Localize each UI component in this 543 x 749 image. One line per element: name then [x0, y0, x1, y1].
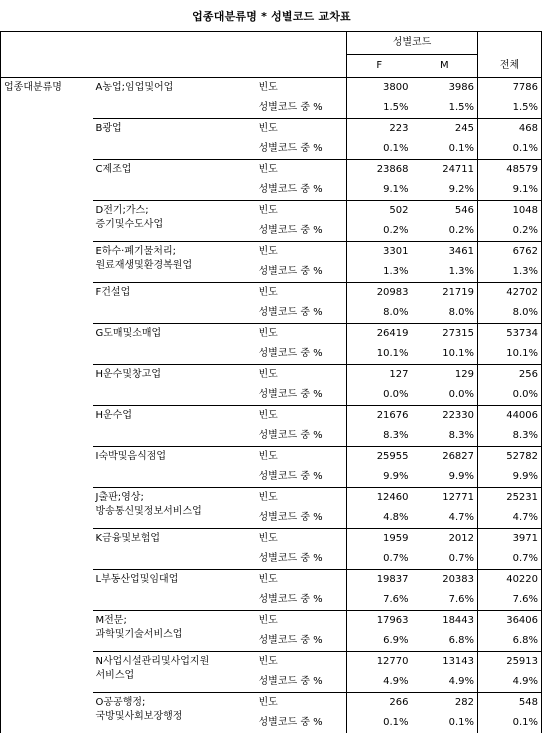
cell-total-count: 44006: [478, 406, 542, 427]
cell-total-count: 1048: [478, 201, 542, 222]
cell-m-count: 2012: [412, 529, 478, 550]
cell-f-count: 502: [347, 201, 412, 222]
cell-total-pct: 0.1%: [478, 139, 542, 160]
cell-f-pct: 1.5%: [347, 98, 412, 119]
cell-m-pct: 0.1%: [448, 143, 475, 154]
cell-m-count: 27315: [412, 324, 478, 345]
stat-label-pct: 성별코드 중 %: [258, 266, 323, 277]
cell-m-pct: 1.3%: [448, 266, 475, 277]
category-label: A농업;임업및어업: [93, 78, 256, 119]
cell-m-pct: 7.6%: [448, 594, 475, 605]
table-row: [1, 78, 542, 99]
stat-label-freq: 빈도: [256, 570, 347, 591]
stat-label-freq: 빈도: [256, 365, 347, 386]
header-col-f: F: [347, 55, 412, 78]
cell-f-pct: 8.0%: [347, 303, 412, 324]
cell-f-count: 1959: [347, 529, 412, 550]
cell-total-count: 25231: [478, 488, 542, 509]
cell-m-pct: 9.2%: [448, 184, 475, 195]
header-blank-stat-2: [256, 55, 347, 78]
stat-label-pct: 성별코드 중 %: [258, 143, 323, 154]
stat-label-freq: 빈도: [256, 488, 347, 509]
cell-m-count: 3986: [412, 78, 478, 99]
cell-f-count: 26419: [347, 324, 412, 345]
cell-total-count: 36406: [478, 611, 542, 632]
stat-label-freq: 빈도: [256, 324, 347, 345]
cell-total-pct: 0.1%: [478, 713, 542, 733]
cell-total-pct: 9.1%: [478, 180, 542, 201]
cell-total-pct: 0.7%: [478, 549, 542, 570]
cell-m-pct: 0.7%: [448, 553, 475, 564]
cell-m-count: 546: [412, 201, 478, 222]
cell-f-pct: 7.6%: [347, 590, 412, 611]
cell-m-pct: 1.5%: [448, 102, 475, 113]
category-label: B광업: [93, 119, 256, 160]
cell-f-pct: 9.1%: [347, 180, 412, 201]
category-label: E하수·폐기물처리; 원료재생및환경복원업: [93, 242, 256, 283]
cell-total-pct: 4.9%: [478, 672, 542, 693]
cell-m-pct: 4.7%: [448, 512, 475, 523]
cell-m-count: 22330: [412, 406, 478, 427]
cell-m-count: 13143: [412, 652, 478, 673]
category-label: D전기;가스; 증기및수도사업: [93, 201, 256, 242]
category-label: C제조업: [93, 160, 256, 201]
stat-label-freq: 빈도: [256, 78, 347, 99]
cell-f-pct: 0.7%: [347, 549, 412, 570]
cell-m-count: 21719: [412, 283, 478, 304]
stat-label-pct: 성별코드 중 %: [258, 389, 323, 400]
cell-m-count: 282: [412, 693, 478, 714]
cell-f-pct: 0.0%: [347, 385, 412, 406]
cell-total-pct: 10.1%: [478, 344, 542, 365]
cell-total-count: 7786: [478, 78, 542, 99]
cell-total-pct: 6.8%: [478, 631, 542, 652]
stat-label-pct: 성별코드 중 %: [258, 184, 323, 195]
header-total-spacer: [478, 32, 542, 55]
cell-f-pct: 0.2%: [347, 221, 412, 242]
crosstab-table: [0, 31, 542, 733]
category-label: I숙박및음식점업: [93, 447, 256, 488]
cell-total-pct: 0.2%: [478, 221, 542, 242]
cell-total-count: 42702: [478, 283, 542, 304]
stat-label-pct: 성별코드 중 %: [258, 471, 323, 482]
cell-m-pct: 6.8%: [448, 635, 475, 646]
cell-f-count: 266: [347, 693, 412, 714]
cell-total-pct: 7.6%: [478, 590, 542, 611]
stat-label-freq: 빈도: [256, 283, 347, 304]
cell-total-count: 3971: [478, 529, 542, 550]
stat-label-freq: 빈도: [256, 611, 347, 632]
cell-total-pct: 9.9%: [478, 467, 542, 488]
header-row-columns: [1, 55, 542, 78]
stat-label-freq: 빈도: [256, 529, 347, 550]
cell-f-pct: 4.9%: [347, 672, 412, 693]
cell-m-pct: 0.1%: [448, 717, 475, 728]
category-label: G도매및소매업: [93, 324, 256, 365]
cell-m-count: 245: [412, 119, 478, 140]
stat-label-freq: 빈도: [256, 447, 347, 468]
stat-label-freq: 빈도: [256, 160, 347, 181]
cell-f-pct: 0.1%: [347, 139, 412, 160]
cell-m-count: 26827: [412, 447, 478, 468]
cell-total-count: 40220: [478, 570, 542, 591]
cell-total-pct: 4.7%: [478, 508, 542, 529]
stat-label-pct: 성별코드 중 %: [258, 594, 323, 605]
category-label: O공공행정; 국방및사회보장행정: [93, 693, 256, 734]
cell-m-pct: 8.0%: [448, 307, 475, 318]
stat-label-pct: 성별코드 중 %: [258, 225, 323, 236]
stat-label-pct: 성별코드 중 %: [258, 717, 323, 728]
cell-f-count: 19837: [347, 570, 412, 591]
cell-f-count: 17963: [347, 611, 412, 632]
cell-m-count: 12771: [412, 488, 478, 509]
cell-m-pct: 9.9%: [448, 471, 475, 482]
cell-total-pct: 8.0%: [478, 303, 542, 324]
category-label: J출판;영상; 방송통신및정보서비스업: [93, 488, 256, 529]
category-label: N사업시설관리및사업지원 서비스업: [93, 652, 256, 693]
cell-m-count: 129: [412, 365, 478, 386]
cell-m-count: 20383: [412, 570, 478, 591]
cell-m-count: 24711: [412, 160, 478, 181]
cell-f-pct: 1.3%: [347, 262, 412, 283]
cell-m-pct: 0.2%: [448, 225, 475, 236]
cell-f-pct: 0.1%: [347, 713, 412, 733]
cell-f-pct: 6.9%: [347, 631, 412, 652]
category-label: K금융및보험업: [93, 529, 256, 570]
stat-label-pct: 성별코드 중 %: [258, 553, 323, 564]
cell-total-count: 468: [478, 119, 542, 140]
stat-label-freq: 빈도: [256, 693, 347, 714]
cell-f-count: 20983: [347, 283, 412, 304]
cell-f-pct: 8.3%: [347, 426, 412, 447]
header-group-label: 성별코드: [347, 32, 478, 55]
stat-label-freq: 빈도: [256, 652, 347, 673]
category-label: H운수업: [93, 406, 256, 447]
cell-m-pct: 8.3%: [448, 430, 475, 441]
stat-label-freq: 빈도: [256, 119, 347, 140]
stat-label-pct: 성별코드 중 %: [258, 635, 323, 646]
header-col-m: M: [412, 55, 478, 78]
cell-total-pct: 8.3%: [478, 426, 542, 447]
stat-label-pct: 성별코드 중 %: [258, 512, 323, 523]
cell-f-count: 3301: [347, 242, 412, 263]
stat-label-pct: 성별코드 중 %: [258, 676, 323, 687]
cell-f-count: 127: [347, 365, 412, 386]
header-blank: [1, 32, 256, 55]
stat-label-pct: 성별코드 중 %: [258, 102, 323, 113]
cell-total-pct: 1.3%: [478, 262, 542, 283]
cell-total-count: 6762: [478, 242, 542, 263]
cell-f-count: 223: [347, 119, 412, 140]
header-blank-stat: [256, 32, 347, 55]
cell-f-count: 21676: [347, 406, 412, 427]
table-title: 업종대분류명 * 성별코드 교차표: [192, 10, 351, 23]
cell-total-count: 548: [478, 693, 542, 714]
stat-label-freq: 빈도: [256, 201, 347, 222]
cell-f-count: 12770: [347, 652, 412, 673]
cell-m-count: 18443: [412, 611, 478, 632]
cell-f-count: 12460: [347, 488, 412, 509]
category-label: H운수및창고업: [93, 365, 256, 406]
category-label: L부동산업및임대업: [93, 570, 256, 611]
cell-total-pct: 0.0%: [478, 385, 542, 406]
row-variable-label: 업종대분류명: [1, 78, 93, 734]
cell-f-count: 25955: [347, 447, 412, 468]
category-label: M전문; 과학및기술서비스업: [93, 611, 256, 652]
stat-label-pct: 성별코드 중 %: [258, 430, 323, 441]
header-row-group: [1, 32, 542, 55]
stat-label-pct: 성별코드 중 %: [258, 307, 323, 318]
cell-m-count: 3461: [412, 242, 478, 263]
cell-total-count: 52782: [478, 447, 542, 468]
cell-total-count: 48579: [478, 160, 542, 181]
cell-f-count: 3800: [347, 78, 412, 99]
cell-f-pct: 9.9%: [347, 467, 412, 488]
stat-label-freq: 빈도: [256, 242, 347, 263]
stat-label-freq: 빈도: [256, 406, 347, 427]
cell-f-count: 23868: [347, 160, 412, 181]
cell-f-pct: 4.8%: [347, 508, 412, 529]
stat-label-pct: 성별코드 중 %: [258, 348, 323, 359]
cell-total-count: 256: [478, 365, 542, 386]
cell-total-count: 53734: [478, 324, 542, 345]
cell-f-pct: 10.1%: [347, 344, 412, 365]
cell-total-pct: 1.5%: [478, 98, 542, 119]
category-label: F건설업: [93, 283, 256, 324]
cell-m-pct: 0.0%: [448, 389, 475, 400]
header-col-total: 전체: [478, 55, 542, 78]
cell-total-count: 25913: [478, 652, 542, 673]
cell-m-pct: 10.1%: [442, 348, 475, 359]
header-blank-2: [1, 55, 256, 78]
cell-m-pct: 4.9%: [448, 676, 475, 687]
